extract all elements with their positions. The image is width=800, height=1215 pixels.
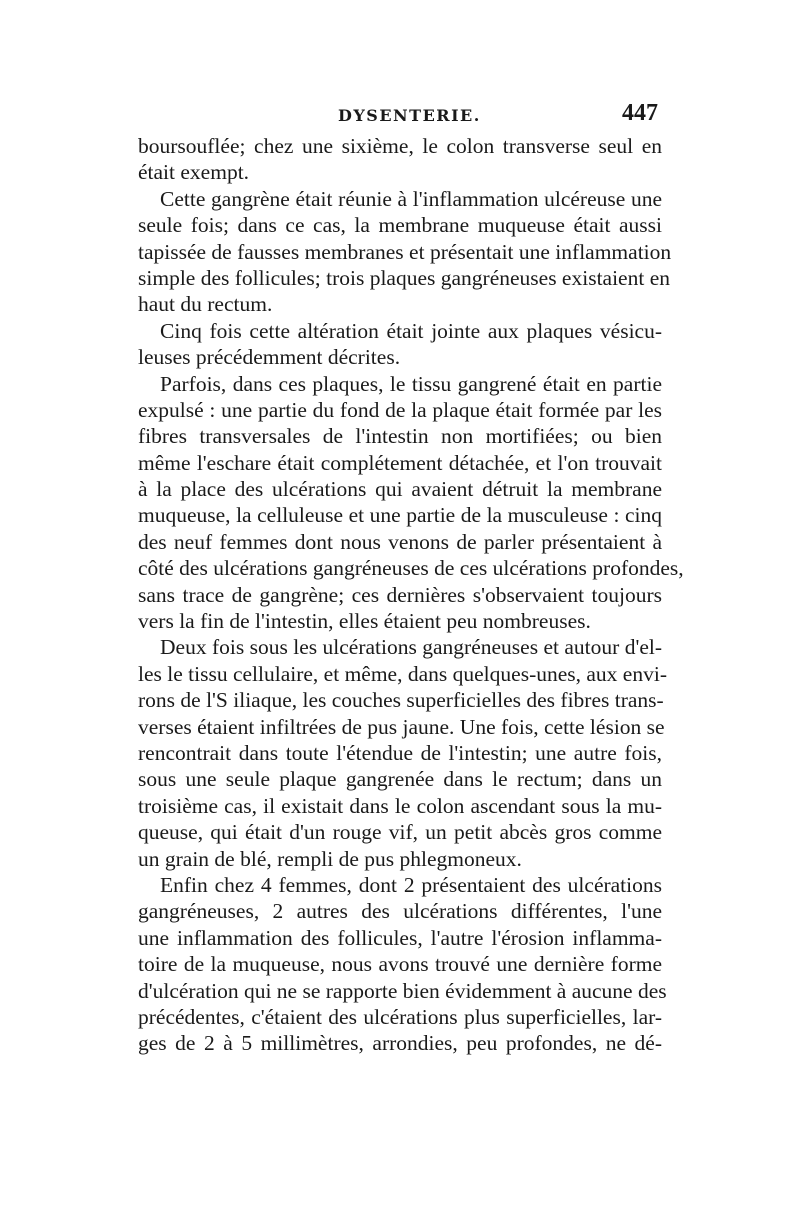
- paragraph-start-line: Enfin chez 4 femmes, dont 2 présentaient des ulcérations: [160, 872, 662, 897]
- running-head: [0, 100, 800, 134]
- text-line: leuses précédemment décrites.: [138, 345, 401, 370]
- text-line: les le tissu cellulaire, et même, dans quelques-unes, aux envi-: [138, 661, 667, 686]
- text-line: même l'eschare était complétement détachée, et l'on trouvait: [138, 450, 662, 475]
- text-line: seule fois; dans ce cas, la membrane muqueuse était aussi: [138, 213, 662, 238]
- text-line: gangréneuses, 2 autres des ulcérations différentes, l'une: [138, 899, 662, 924]
- body-text: [138, 133, 684, 1057]
- text-line: un grain de blé, rempli de pus phlegmoneux.: [138, 846, 522, 871]
- text-line: vers la fin de l'intestin, elles étaient peu nombreuses.: [138, 609, 591, 634]
- text-line: tapissée de fausses membranes et présentait une inflammation: [138, 239, 672, 264]
- text-line: haut du rectum.: [138, 292, 273, 317]
- text-line: d'ulcération qui ne se rapporte bien évidemment à aucune des: [138, 978, 667, 1003]
- running-title: DYSENTERIE.: [338, 106, 481, 125]
- text-line: rencontrait dans toute l'étendue de l'intestin; une autre fois,: [138, 740, 662, 765]
- paragraph-start-line: Deux fois sous les ulcérations gangréneuses et autour d'el-: [160, 635, 662, 660]
- text-line: verses étaient infiltrées de pus jaune. Une fois, cette lésion se: [138, 714, 665, 739]
- text-line: muqueuse, la celluleuse et une partie de la musculeuse : cinq: [138, 503, 662, 528]
- text-line: précédentes, c'étaient des ulcérations plus superficielles, lar-: [138, 1004, 662, 1029]
- text-line: simple des follicules; trois plaques gangréneuses existaient en: [138, 265, 670, 290]
- text-line: était exempt.: [138, 160, 250, 185]
- text-line: troisième cas, il existait dans le colon ascendant sous la mu-: [138, 793, 662, 818]
- text-line: sous une seule plaque gangrenée dans le rectum; dans un: [138, 767, 662, 792]
- text-line: côté des ulcérations gangréneuses de ces ulcérations profondes,: [138, 556, 684, 581]
- text-line: queuse, qui était d'un rouge vif, un petit abcès gros comme: [138, 820, 662, 845]
- text-line: une inflammation des follicules, l'autre l'érosion inflamma-: [138, 925, 662, 950]
- text-line: boursouflée; chez une sixième, le colon transverse seul en: [138, 134, 662, 158]
- paragraph-start-line: Parfois, dans ces plaques, le tissu gangrené était en partie: [160, 371, 662, 396]
- text-line: toire de la muqueuse, nous avons trouvé une dernière forme: [138, 952, 662, 977]
- text-line: expulsé : une partie du fond de la plaque était formée par les: [138, 397, 662, 422]
- page-number: 447: [622, 100, 658, 126]
- text-line: ges de 2 à 5 millimètres, arrondies, peu profondes, ne dé-: [138, 1031, 662, 1056]
- text-line: sans trace de gangrène; ces dernières s'observaient toujours: [138, 582, 662, 607]
- paragraph-start-line: Cette gangrène était réunie à l'inflammation ulcéreuse une: [160, 186, 662, 211]
- text-line: à la place des ulcérations qui avaient détruit la membrane: [138, 477, 662, 502]
- paragraph-start-line: Cinq fois cette altération était jointe aux plaques vésicu-: [160, 318, 662, 343]
- text-line: des neuf femmes dont nous venons de parler présentaient à: [138, 529, 662, 554]
- text-line: rons de l'S iliaque, les couches superficielles des fibres trans-: [138, 688, 664, 713]
- text-line: fibres transversales de l'intestin non mortifiées; ou bien: [138, 424, 662, 449]
